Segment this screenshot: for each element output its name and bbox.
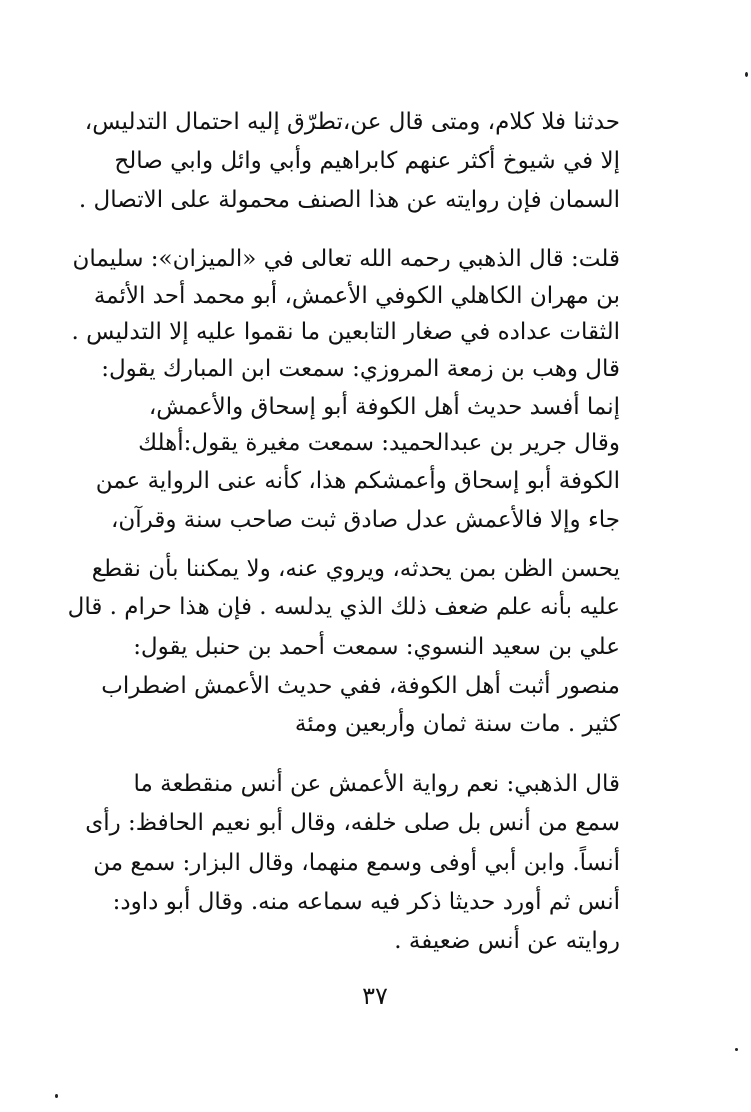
text-line: منصور أثبت أهل الكوفة، ففي حديث الأعمش اضطراب	[101, 673, 620, 699]
scan-speck	[745, 72, 748, 77]
text-line: أنساً. وابن أبي أوفى وسمع منهما، وقال البزار: سمع من	[93, 850, 620, 876]
text-line: علي بن سعيد النسوي: سمعت أحمد بن حنبل يقول:	[133, 634, 620, 660]
text-line: أنس ثم أورد حديثا ذكر فيه سماعه منه. وقال أبو داود:	[112, 889, 620, 915]
text-line: قال الذهبي: نعم رواية الأعمش عن أنس منقطعة ما	[133, 771, 620, 797]
text-line: كثير . مات سنة ثمان وأربعين ومئة	[294, 711, 620, 737]
text-line: قلت: قال الذهبي رحمه الله تعالى في «الميزان»: سليمان	[72, 246, 620, 272]
text-line: يحسن الظن بمن يحدثه، ويروي عنه، ولا يمكننا بأن نقطع	[91, 556, 620, 582]
text-line: روايته عن أنس ضعيفة .	[394, 928, 620, 954]
text-line: بن مهران الكاهلي الكوفي الأعمش، أبو محمد أحد الأئمة	[93, 283, 620, 309]
text-line: السمان فإن روايته عن هذا الصنف محمولة على الاتصال .	[78, 187, 620, 213]
text-line: جاء وإلا فالأعمش عدل صادق ثبت صاحب سنة وقرآن،	[110, 507, 620, 533]
text-line: وقال جرير بن عبدالحميد: سمعت مغيرة يقول:أهلك	[138, 430, 620, 456]
text-line: الثقات عداده في صغار التابعين ما نقموا عليه إلا التدليس .	[71, 319, 620, 345]
page-number: ٣٧	[362, 982, 388, 1010]
text-line: الكوفة أبو إسحاق وأعمشكم هذا، كأنه عنى الرواية عمن	[95, 468, 620, 494]
text-line: سمع من أنس بل صلى خلفه، وقال أبو نعيم الحافظ: رأى	[85, 810, 620, 836]
scan-speck	[735, 1048, 738, 1051]
text-line: إلا في شيوخ أكثر عنهم كابراهيم وأبي وائل وابي صالح	[114, 148, 620, 174]
text-line: قال وهب بن زمعة المروزي: سمعت ابن المبارك يقول:	[101, 356, 620, 382]
text-line: عليه بأنه علم ضعف ذلك الذي يدلسه . فإن هذا حرام . قال	[67, 594, 620, 620]
text-line: إنما أفسد حديث أهل الكوفة أبو إسحاق والأعمش،	[148, 394, 620, 420]
text-line: حدثنا فلا كلام، ومتى قال عن،تطرّق إليه احتمال التدليس،	[84, 109, 620, 135]
scan-speck	[55, 1094, 58, 1098]
